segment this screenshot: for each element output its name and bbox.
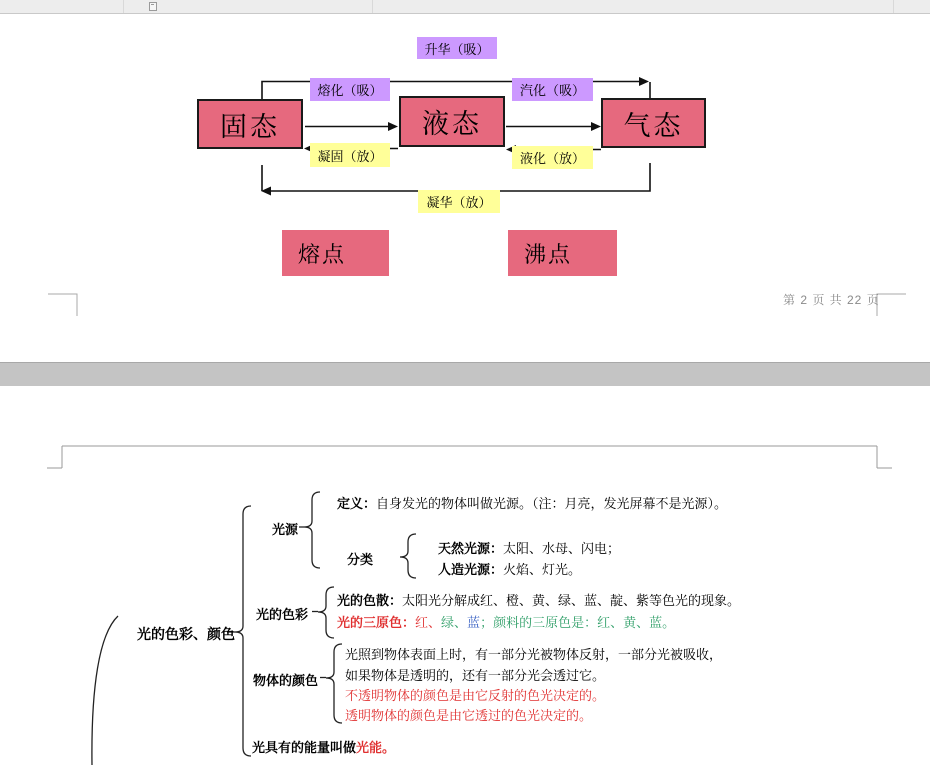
branch-light-color-label bbox=[256, 604, 308, 623]
point-label: 熔点 bbox=[298, 241, 347, 267]
primary-blue-text: 蓝 bbox=[467, 615, 481, 630]
state-box-liquid bbox=[399, 96, 505, 147]
natural-source-line bbox=[438, 538, 620, 557]
primary-green-text: 绿、 bbox=[441, 615, 468, 630]
label-sublimation bbox=[417, 37, 497, 59]
chapter-brace bbox=[235, 506, 251, 756]
label-melting bbox=[310, 78, 390, 101]
label-text: 汽化（吸） bbox=[519, 83, 585, 98]
artificial-source-label: 人造光源： bbox=[438, 562, 504, 577]
state-box-gas bbox=[601, 98, 706, 148]
branch-label-text: 物体的颜色 bbox=[253, 673, 319, 688]
object-color-line1 bbox=[345, 644, 722, 663]
light-energy-prefix: 光具有的能量叫做 bbox=[252, 740, 357, 755]
crop-mark-top-right bbox=[877, 446, 892, 468]
object-color-text2: 如果物体是透明的，还有一部分光会透过它。 bbox=[345, 668, 606, 683]
object-color-line3 bbox=[345, 685, 605, 704]
label-text: 凝固（放） bbox=[317, 148, 383, 164]
arrowhead-right bbox=[591, 122, 601, 131]
definition-label: 定义： bbox=[337, 496, 377, 511]
label-solidification bbox=[310, 143, 390, 167]
primary-red-text: 红、 bbox=[415, 615, 442, 630]
state-label: 液态 bbox=[422, 109, 482, 139]
branch-label-text: 光源 bbox=[272, 522, 299, 537]
page-gap-separator bbox=[0, 362, 930, 388]
desublimation-arrow-line bbox=[270, 163, 650, 191]
arrowhead-right bbox=[639, 77, 649, 86]
state-label: 固态 bbox=[220, 111, 280, 142]
label-text: 熔化（吸） bbox=[317, 83, 383, 98]
boiling-point-box bbox=[508, 230, 617, 276]
label-liquefaction bbox=[512, 146, 593, 169]
classification-brace bbox=[400, 534, 416, 578]
object-color-line2 bbox=[345, 665, 605, 684]
branch-object-color-label bbox=[253, 670, 318, 689]
definition-line bbox=[337, 493, 727, 512]
document-page-1[interactable] bbox=[0, 14, 930, 362]
label-text: 凝华（放） bbox=[426, 195, 492, 210]
object-color-text1: 光照到物体表面上时，有一部分光被物体反射，一部分光被吸收， bbox=[345, 647, 723, 662]
classification-label-text: 分类 bbox=[347, 552, 374, 567]
primary-separator: ； bbox=[480, 615, 494, 630]
point-label: 沸点 bbox=[524, 241, 573, 267]
outer-parenthesis bbox=[92, 616, 118, 765]
object-color-text3: 不透明物体的颜色是由它反射的色光决定的。 bbox=[345, 688, 606, 703]
light-source-brace bbox=[304, 492, 320, 568]
light-color-brace bbox=[318, 587, 334, 638]
crop-mark-bottom-right bbox=[877, 294, 906, 316]
root-topic-label bbox=[137, 624, 235, 644]
arrowhead-left bbox=[261, 187, 271, 196]
state-box-solid bbox=[197, 99, 303, 149]
branch-label-text: 光的色彩 bbox=[256, 607, 309, 622]
page-number-text: 第 2 页 共 22 页 bbox=[783, 293, 880, 307]
classification-label bbox=[347, 549, 373, 568]
object-color-text4: 透明物体的颜色是由它透过的色光决定的。 bbox=[345, 708, 593, 723]
root-topic-text: 光的色彩、颜色 bbox=[137, 628, 235, 643]
toolbar-divider bbox=[893, 0, 894, 13]
crop-mark-top-left bbox=[47, 446, 62, 468]
melting-point-box bbox=[282, 230, 389, 276]
artificial-source-line bbox=[438, 559, 581, 578]
page-number-footer bbox=[783, 291, 880, 308]
state-label: 气态 bbox=[623, 110, 684, 141]
primary-colors-label: 光的三原色： bbox=[337, 615, 416, 630]
label-desublimation bbox=[418, 190, 500, 213]
light-energy-highlight: 光能。 bbox=[356, 740, 396, 755]
toolbar-strip bbox=[0, 0, 930, 14]
light-energy-line bbox=[252, 737, 395, 756]
page-fragment-icon bbox=[149, 2, 157, 11]
object-color-line4 bbox=[345, 705, 592, 724]
artificial-source-text: 火焰、灯光。 bbox=[503, 562, 582, 577]
pigment-colors-text: 颜料的三原色是：红、黄、蓝。 bbox=[493, 615, 676, 630]
natural-source-text: 太阳、水母、闪电； bbox=[503, 541, 621, 556]
primary-colors-line bbox=[337, 612, 675, 631]
dispersion-text: 太阳光分解成红、橙、黄、绿、蓝、靛、紫等色光的现象。 bbox=[402, 593, 741, 608]
arrowhead-right bbox=[388, 122, 398, 131]
natural-source-label: 天然光源： bbox=[438, 541, 504, 556]
document-page-2[interactable] bbox=[0, 386, 930, 765]
dispersion-label: 光的色散： bbox=[337, 593, 403, 608]
toolbar-divider bbox=[372, 0, 373, 13]
label-text: 升华（吸） bbox=[424, 41, 490, 57]
crop-mark-bottom-left bbox=[48, 294, 77, 316]
label-vaporization bbox=[512, 78, 593, 101]
object-color-brace bbox=[326, 644, 342, 723]
label-text: 液化（放） bbox=[519, 151, 585, 166]
branch-light-source-label bbox=[272, 519, 298, 538]
definition-text: 自身发光的物体叫做光源。（注：月亮，发光屏幕不是光源）。 bbox=[376, 496, 728, 511]
dispersion-line bbox=[337, 590, 740, 609]
toolbar-divider bbox=[123, 0, 124, 13]
